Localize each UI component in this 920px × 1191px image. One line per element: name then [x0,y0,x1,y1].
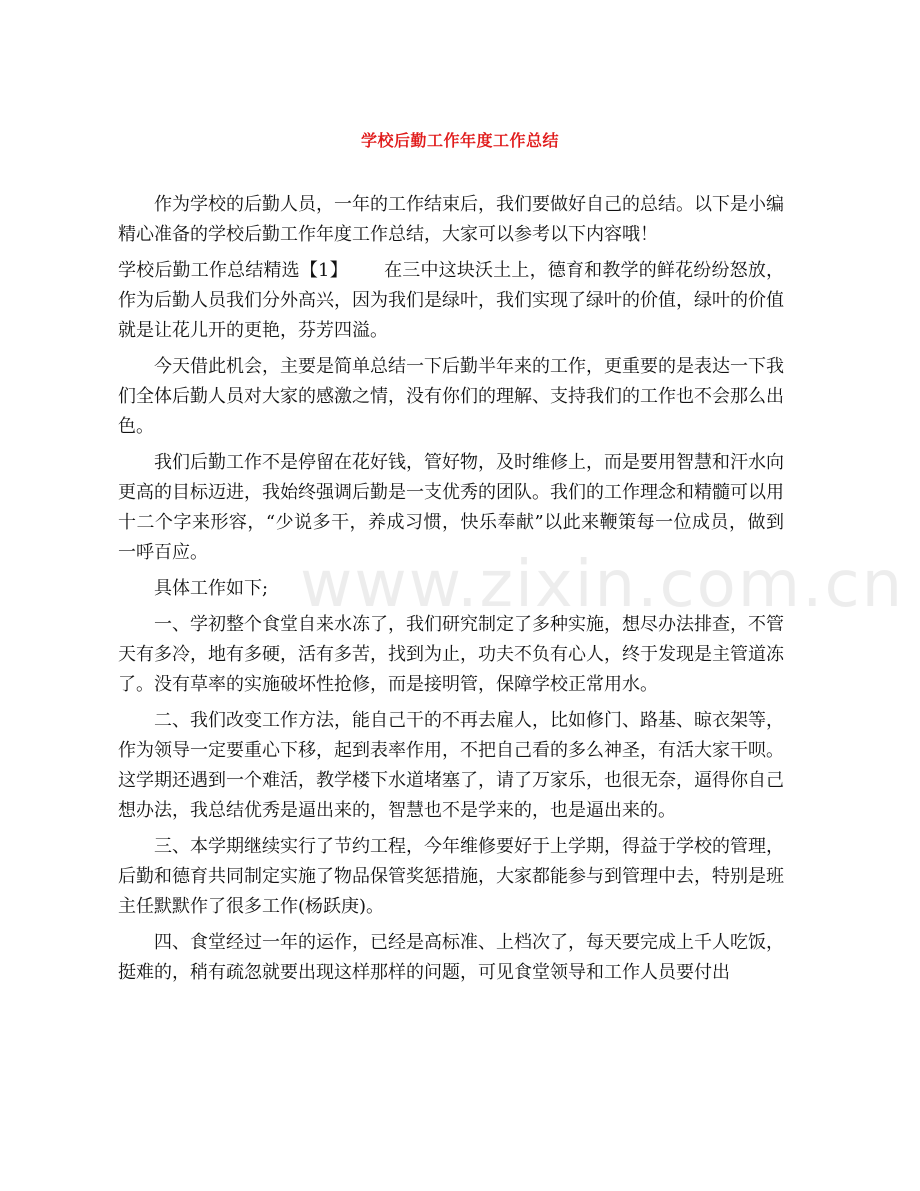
paragraph-philosophy: 我们后勤工作不是停留在花好钱，管好物，及时维修上，而是要用智慧和汗水向更高的目标迈进，我始终强调后勤是一支优秀的团队。我们的工作理念和精髓可以用十二个字来形容，“少说多干，养成习惯，快乐奉献”以此来鞭策每一位成员，做到一呼百应。 [118,452,784,563]
paragraph-item-4: 四、食堂经过一年的运作，已经是高标准、上档次了，每天要完成上千人吃饭，挺难的，稍有疏忽就要出现这样那样的问题，可见食堂领导和工作人员要付出 [118,932,784,983]
section-text: 在三中这块沃土上，德育和教学的鲜花纷纷怒放，作为后勤人员我们分外高兴，因为我们是绿叶，我们实现了绿叶的价值，绿叶的价值就是让花儿开的更艳，芬芳四溢。 [118,260,785,341]
paragraph-work-intro: 具体工作如下; [154,578,269,599]
paragraph-thanks: 今天借此机会，主要是简单总结一下后勤半年来的工作，更重要的是表达一下我们全体后勤人员对大家的感激之情，没有你们的理解、支持我们的工作也不会那么出色。 [118,356,784,437]
section-paragraph [118,256,784,346]
intro-paragraph: 作为学校的后勤人员，一年的工作结束后，我们要做好自己的总结。以下是小编精心准备的学校后勤工作年度工作总结，大家可以参考以下内容哦！ [118,194,784,245]
section-heading: 学校后勤工作总结精选【1】 [118,260,348,281]
paragraph-item-2: 二、我们改变工作方法，能自己干的不再去雇人，比如修门、路基、晾衣架等，作为领导一定要重心下移，起到表率作用，不把自己看的多么神圣，有活大家干呗。这学期还遇到一个难活，教学楼下水道堵塞了，请了万家乐，也很无奈，逼得你自己想办法，我总结优秀是逼出来的，智慧也不是学来的，也是逼出来的。 [118,710,784,821]
document-title: 学校后勤工作年度工作总结 [360,131,559,150]
paragraph-item-1: 一、学初整个食堂自来水冻了，我们研究制定了多种实施，想尽办法排查，不管天有多冷，地有多硬，活有多苦，找到为止，功夫不负有心人，终于发现是主管道冻了。没有草率的实施破坏性抢修，而是接明管，保障学校正常用水。 [118,614,784,695]
watermark: www.zixin.com.cn [300,548,905,622]
paragraph-item-3: 三、本学期继续实行了节约工程，今年维修要好于上学期，得益于学校的管理，后勤和德育共同制定实施了物品保管奖惩措施，大家都能参与到管理中去，特别是班主任默默作了很多工作(杨跃庚)。 [118,836,784,917]
